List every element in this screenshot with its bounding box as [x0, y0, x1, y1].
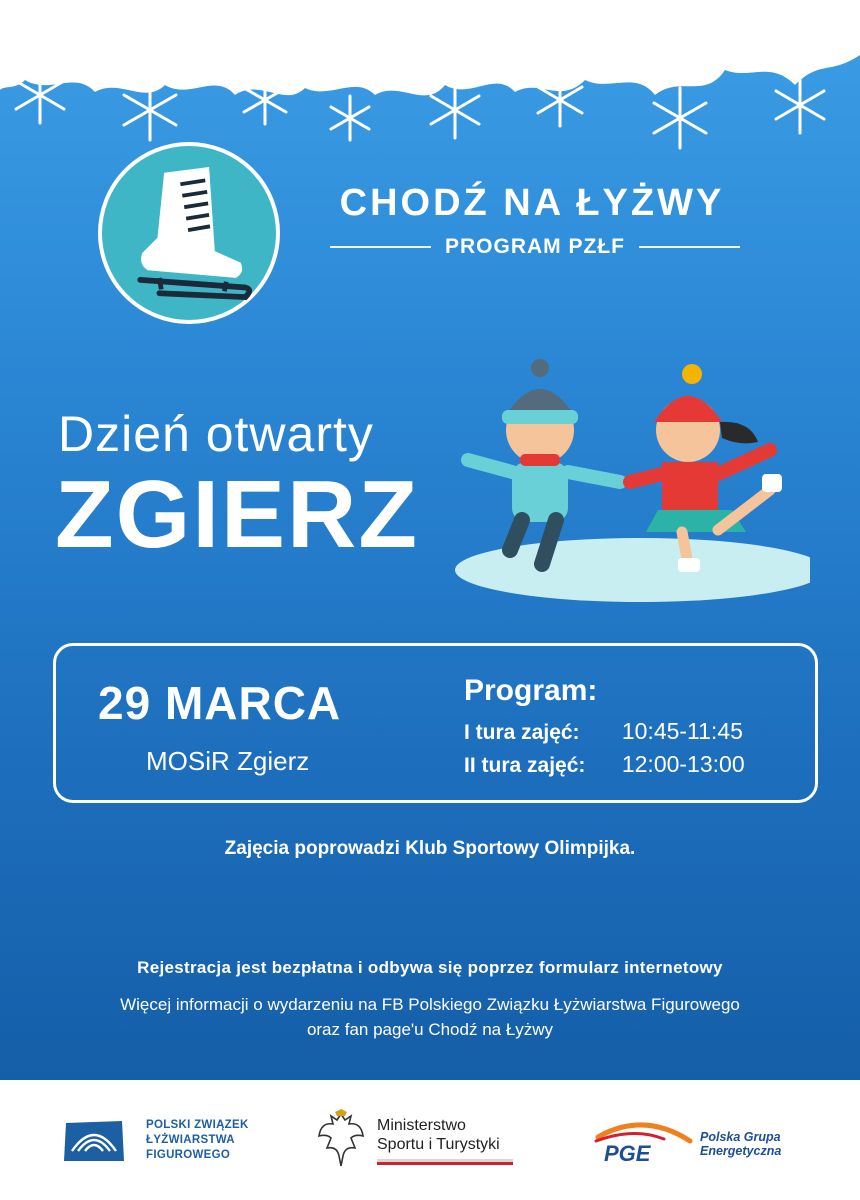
sponsor-footer [0, 1080, 860, 1200]
pge-name [700, 1130, 781, 1158]
skating-kids-illustration [450, 350, 810, 610]
session-time: 12:00-13:00 [621, 751, 745, 777]
event-venue: MOSiR Zgierz [146, 746, 310, 776]
program-title: Program: [464, 674, 598, 707]
program-session [464, 751, 745, 778]
divider-line-left [330, 246, 431, 248]
skate-logo-circle [98, 142, 280, 324]
ministry-name [377, 1116, 500, 1154]
ministry-name-line: Sportu i Turystyki [377, 1136, 500, 1153]
program-session [464, 718, 743, 745]
snowflake-border-decoration [0, 0, 860, 150]
session-label: II tura zajęć: [464, 754, 586, 777]
event-city: ZGIERZ [55, 461, 419, 568]
ministry-name-line: Ministerstwo [377, 1117, 466, 1134]
flag-stripe-red [377, 1162, 513, 1165]
pzlf-name-line: POLSKI ZWIĄZEK [146, 1119, 249, 1131]
registration-note: Rejestracja jest bezpłatna i odbywa się poprzez formularz internetowy [137, 958, 723, 977]
pge-wordmark: PGE [604, 1141, 651, 1165]
pzlf-name-line: FIGUROWEGO [146, 1149, 231, 1161]
pge-name-line: Energetyczna [700, 1144, 782, 1158]
pge-logo-icon [594, 1117, 694, 1165]
pzlf-name [146, 1118, 249, 1163]
brand-subtitle: PROGRAM PZŁF [445, 235, 625, 258]
divider-line-right [639, 246, 740, 248]
more-info-line: oraz fan page'u Chodź na Łyżwy [306, 1020, 554, 1039]
event-date: 29 MARCA [98, 677, 342, 729]
pge-name-line: Polska Grupa [700, 1130, 781, 1144]
more-info-text [80, 992, 780, 1042]
session-time: 10:45-11:45 [621, 718, 743, 744]
event-heading: Dzień otwarty [58, 406, 374, 462]
event-info-box [53, 643, 818, 803]
polish-eagle-emblem-icon [315, 1108, 367, 1170]
pzlf-logo-icon [58, 1115, 130, 1167]
organizer-note: Zajęcia poprowadzi Klub Sportowy Olimpijka. [224, 838, 636, 859]
brand-subtitle-row [330, 232, 740, 262]
pzlf-name-line: ŁYŻWIARSTWA [146, 1134, 235, 1146]
brand-title: CHODŹ NA ŁYŻWY [339, 182, 725, 224]
ice-skate-icon [102, 146, 276, 320]
session-label: I tura zajęć: [464, 721, 580, 744]
more-info-line: Więcej informacji o wydarzeniu na FB Polskiego Związku Łyżwiarstwa Figurowego [120, 995, 740, 1014]
